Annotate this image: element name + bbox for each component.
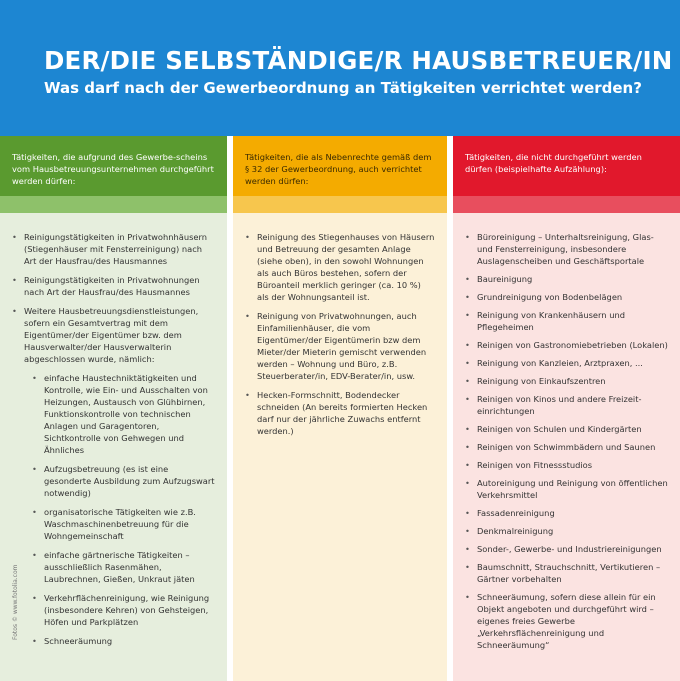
page-subtitle: Was darf nach der Gewerbeordnung an Tätigkeiten verrichtet werden? [44, 79, 642, 97]
column-strip [453, 196, 680, 213]
list-item: • Büroreinigung – Unterhaltsreinigung, Glas- und Fensterreinigung, insbesondere Auslagenscheiben und Geschäftsportale [465, 231, 668, 267]
list-item: • Sonder-, Gewerbe- und Industriereinigungen [465, 543, 668, 555]
list-item: • Reinigungstätigkeiten in Privatwohnhäusern (Stiegenhäuser mit Fensterreinigung) nach Art der Hausfrau/des Hausmannes [12, 231, 215, 267]
column-strip [233, 196, 447, 213]
list-item: • Autoreinigung und Reinigung von öffentlichen Verkehrsmittel [465, 477, 668, 501]
column-header: Tätigkeiten, die nicht durchgeführt werden dürfen (beispielhafte Aufzählung): [453, 136, 680, 196]
page-title: DER/DIE SELBSTÄNDIGE/R HAUSBETREUER/IN [44, 46, 673, 75]
list-item: • Schneeräumung, sofern diese allein für ein Objekt angeboten und durchgeführt wird – eigenes freies Gewerbe „Verkehrsflächenreinigung und Schneeräumung“ [465, 591, 668, 651]
list-item: • Fassadenreinigung [465, 507, 668, 519]
list-item: • Reinigen von Gastronomiebetrieben (Lokalen) [465, 339, 668, 351]
list-item: • Baumschnitt, Strauchschnitt, Vertikutieren – Gärtner vorbehalten [465, 561, 668, 585]
list-item: • Reinigung von Kanzleien, Arztpraxen, ... [465, 357, 668, 369]
sub-list-item: • Aufzugsbetreuung (es ist eine gesonderte Ausbildung zum Aufzugswart notwendig) [32, 463, 215, 499]
photo-credit: Fotos © www.fotolia.com [12, 564, 19, 640]
list-item: • Reinigung von Privatwohnungen, auch Einfamilienhäuser, die vom Eigentümer/der Eigentümerin bzw dem Mieter/der Mieterin gemischt verwenden werden – Wohnung und Büro, z.B. Steuerberater/in, EDV-Berater/in, usw. [245, 310, 435, 382]
column-allowed [0, 136, 227, 681]
column-header: Tätigkeiten, die aufgrund des Gewerbe-scheins vom Hausbetreuungsunternehmen durchgeführt werden dürfen: [0, 136, 227, 196]
list-item: • Reinigen von Fitnessstudios [465, 459, 668, 471]
column-ancillary [233, 136, 447, 681]
column-not-allowed [453, 136, 680, 681]
column-body [233, 213, 447, 681]
sub-list-item: • Verkehrflächenreinigung, wie Reinigung (insbesondere Kehren) von Gehsteigen, Höfen und Parkplätzen [32, 592, 215, 628]
list-item: • Reinigung von Einkaufszentren [465, 375, 668, 387]
sub-list-item: • einfache gärtnerische Tätigkeiten – ausschließlich Rasenmähen, Laubrechnen, Gießen, Unkraut jäten [32, 549, 215, 585]
column-body [453, 213, 680, 681]
column-strip [0, 196, 227, 213]
list-item-text: Weitere Hausbetreuungsdienstleistungen, sofern ein Gesamtvertrag mit dem Eigentümer/der Eigentümer bzw. dem Hausverwalter/der Hausverwalterin abgeschlossen wurde, nämlich: [24, 306, 199, 364]
sub-list-item: • Schneeräumung [32, 635, 215, 647]
list-item: • Grundreinigung von Bodenbelägen [465, 291, 668, 303]
sub-list-item: • organisatorische Tätigkeiten wie z.B. Waschmaschinenbetreuung für die Wohngemeinschaft [32, 506, 215, 542]
column-body [0, 213, 227, 681]
list-item: • Reinigen von Schulen und Kindergärten [465, 423, 668, 435]
list-item: • Reinigung des Stiegenhauses von Häusern und Betreuung der gesamten Anlage (siehe oben), in den sowohl Wohnungen als auch Büros bestehen, sofern der Büroanteil merklich geringer (ca. 10 %) als der Wohnungsanteil ist. [245, 231, 435, 303]
list-item: • Reinigen von Kinos und andere Freizeit-einrichtungen [465, 393, 668, 417]
list-item: • Baureinigung [465, 273, 668, 285]
list-item: • Reinigungstätigkeiten in Privatwohnungen nach Art der Hausfrau/des Hausmannes [12, 274, 215, 298]
list-item: • Hecken-Formschnitt, Bodendecker schneiden (An bereits formierten Hecken darf nur der jährliche Zuwachs entfernt werden.) [245, 389, 435, 437]
list-item: • Denkmalreinigung [465, 525, 668, 537]
sub-list-item: • einfache Haustechniktätigkeiten und Kontrolle, wie Ein- und Ausschalten von Heizungen, Austausch von Glühbirnen, Funktionskontrolle von technischen Anlagen und Garagentoren, Sichtkontrolle von Gehwegen und Ähnliches [32, 372, 215, 456]
list-item: • Reinigung von Krankenhäusern und Pflegeheimen [465, 309, 668, 333]
list-item [12, 305, 215, 647]
column-header: Tätigkeiten, die als Nebenrechte gemäß dem § 32 der Gewerbeordnung, auch verrichtet werden dürfen: [233, 136, 447, 196]
list-item: • Reinigen von Schwimmbädern und Saunen [465, 441, 668, 453]
title-banner [0, 0, 680, 136]
